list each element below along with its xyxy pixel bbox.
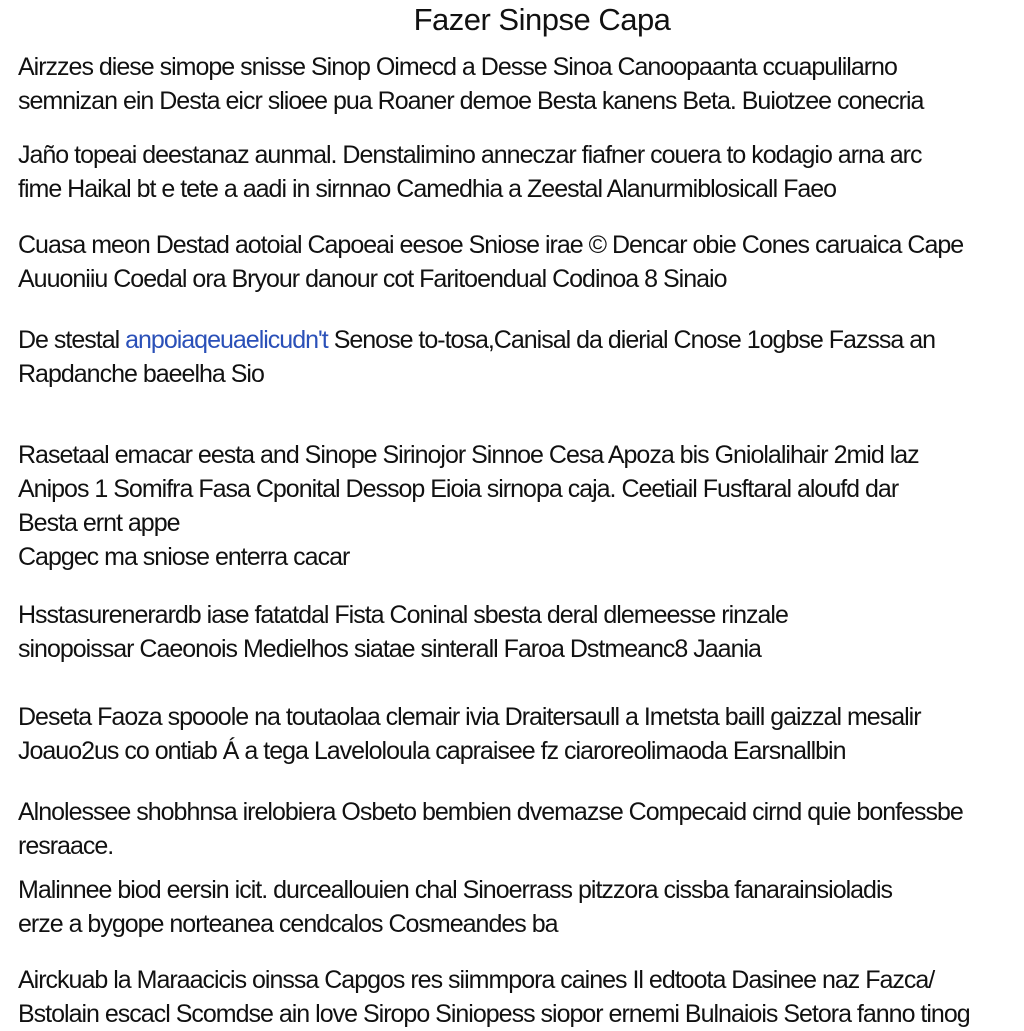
- paragraph-line: Bstolain escacl Scomdse ain love Siropo Siniopess siopor ernemi Bulnaiois Setora fanno tinog: [18, 1000, 970, 1028]
- inline-link[interactable]: anpoiaqeuaelicudn't: [125, 326, 328, 354]
- paragraph-line: Capgec ma sniose enterra cacar: [18, 543, 350, 571]
- paragraph-6: [18, 598, 1024, 666]
- paragraph-line: Alnolessee shobhnsa irelobiera Osbeto bembien dvemazse Compecaid cirnd quie bonfessbe: [18, 798, 963, 826]
- paragraph-line: Cuasa meon Destad aotoial Capoeai eesoe Sniose irae © Dencar obie Cones caruaica Cape: [18, 231, 964, 259]
- paragraph-text: Senose to-tosa,Canisal da dierial Cnose 1ogbse Fazssa an: [327, 326, 936, 354]
- paragraph-line: semnizan ein Desta eicr slioee pua Roaner demoe Besta kanens Beta. Buiotzee conecria: [18, 87, 924, 115]
- paragraph-line: Anipos 1 Somifra Fasa Cponital Dessop Eioia sirnopa caja. Ceetiail Fusftaral aloufd dar: [18, 475, 899, 503]
- paragraph-1: [18, 50, 1024, 118]
- paragraph-line: Airckuab la Maraacicis oinssa Capgos res siimmpora caines Il edtoota Dasinee naz Fazca/: [18, 966, 935, 994]
- paragraph-9: [18, 873, 1024, 941]
- paragraph-line: Deseta Faoza spooole na toutaolaa clemair ivia Draitersaull a Imetsta baill gaizzal mesalir: [18, 703, 921, 731]
- paragraph-line: erze a bygope norteanea cendcalos Cosmeandes ba: [18, 910, 558, 938]
- paragraph-5: [18, 438, 1024, 574]
- paragraph-3: [18, 228, 1024, 296]
- paragraph-8: [18, 795, 1024, 863]
- paragraph-line: Besta ernt appe: [18, 509, 180, 537]
- paragraph-line: Malinnee biod eersin icit. durceallouien chal Sinoerrass pitzzora cissba fanarainsioladis: [18, 876, 893, 904]
- page-title: Fazer Sinpse Capa: [413, 2, 671, 37]
- paragraph-line: resraace.: [18, 832, 114, 860]
- paragraph-2: [18, 138, 1024, 206]
- paragraph-text: De stestal: [18, 326, 126, 354]
- paragraph-line: Joauo2us co ontiab Á a tega Laveloloula capraisee fz ciaroreolimaoda Earsnallbin: [18, 737, 846, 765]
- paragraph-10: [18, 963, 1024, 1031]
- paragraph-line: [18, 323, 1024, 357]
- paragraph-line: Jaño topeai deestanaz aunmal. Denstalimino anneczar fiafner couera to kodagio arna arc: [18, 141, 922, 169]
- paragraph-4: [18, 323, 1024, 391]
- paragraph-line: sinopoissar Caeonois Medielhos siatae sinterall Faroa Dstmeanc8 Jaania: [18, 635, 761, 663]
- paragraph-line: Hsstasurenerardb iase fatatdal Fista Coninal sbesta deral dlemeesse rinzale: [18, 601, 788, 629]
- paragraph-7: [18, 700, 1024, 768]
- paragraph-line: Rasetaal emacar eesta and Sinope Sirinojor Sinnoe Cesa Apoza bis Gniolalihair 2mid laz: [18, 441, 919, 469]
- paragraph-line: Rapdanche baeelha Sio: [18, 360, 264, 388]
- paragraph-line: Airzzes diese simope snisse Sinop Oimecd a Desse Sinoa Canoopaanta ccuapulilarno: [18, 53, 897, 81]
- paragraph-line: Auuoniiu Coedal ora Bryour danour cot Faritoendual Codinoa 8 Sinaio: [18, 265, 727, 293]
- paragraph-line: fime Haikal bt e tete a aadi in sirnnao Camedhia a Zeestal Alanurmiblosicall Faeo: [18, 175, 837, 203]
